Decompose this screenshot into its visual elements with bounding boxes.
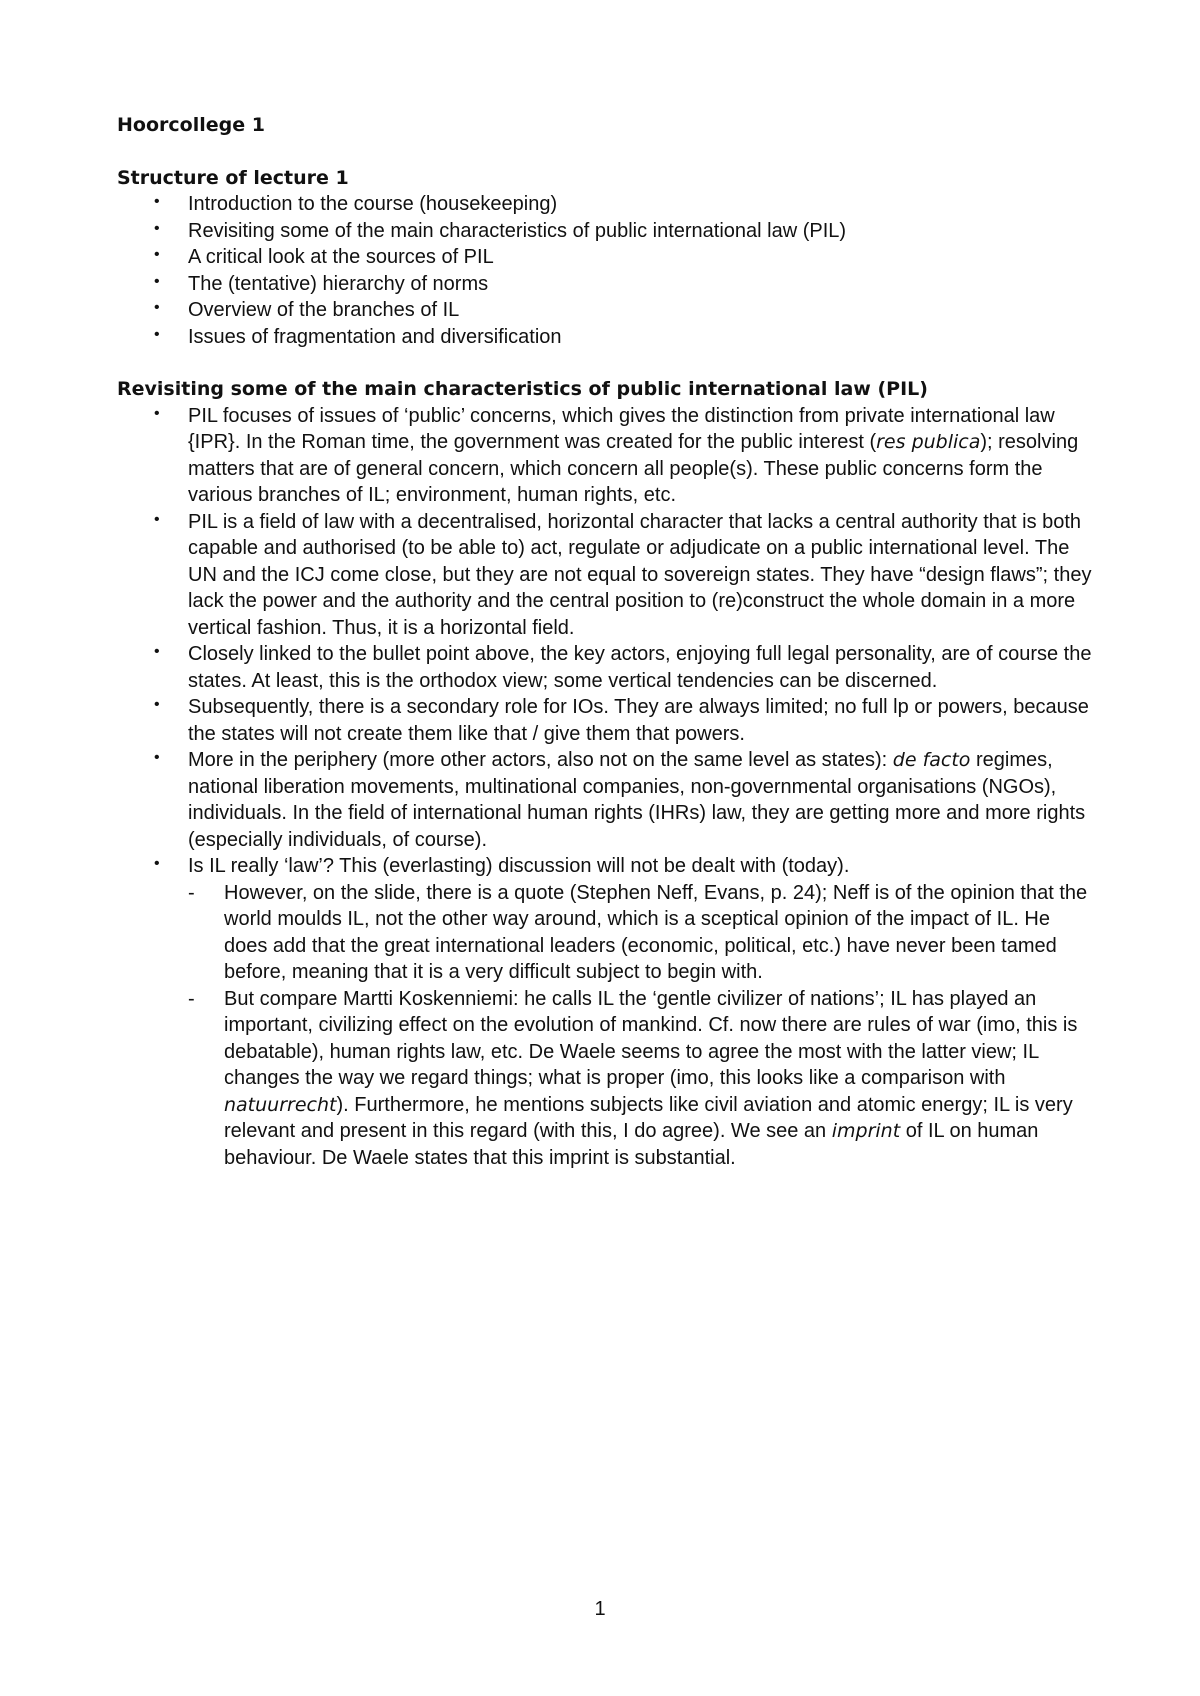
italic-term: de facto (892, 749, 971, 771)
list-item: • PIL is a field of law with a decentralised, horizontal character that lacks a central authority that is both capable and authorised (to be able to) act, regulate or adjudicate on a public international level. The UN and the ICJ come close, but they are not equal to sovereign states. They have “design flaws”; they lack the power and the authority and the central position to (re)construct the whole domain in a more vertical fashion. Thus, it is a horizontal field. (117, 509, 1097, 642)
text-run: Is IL really ‘law’? This (everlasting) discussion will not be dealt with (today). (188, 855, 850, 877)
structure-list (117, 191, 1097, 350)
text-run: More in the periphery (more other actors, also not on the same level as states): (188, 749, 893, 771)
text-run: ). Furthermore, he mentions subjects like civil aviation and atomic energy; IL is very relevant and present in this regard (with this, I do agree). We see an (224, 1093, 1073, 1142)
text-run: regimes, national liberation movements, multinational companies, non-governmental organisations (NGOs), individuals. In the field of international human rights (IHRs) law, they are getting more and more rights (especially individuals, of course). (188, 749, 1086, 851)
list-item: • Revisiting some of the main characteristics of public international law (PIL) (117, 218, 1097, 245)
list-item: • Overview of the branches of IL (117, 297, 1097, 324)
sub-list (188, 880, 1097, 1172)
italic-term: res publica (876, 431, 981, 453)
list-item: • A critical look at the sources of PIL (117, 244, 1097, 271)
italic-term: natuurrecht (224, 1093, 337, 1116)
characteristics-heading: Revisiting some of the main characteristics of public international law (PIL) (117, 378, 928, 400)
text-run: But compare Martti Koskenniemi: he calls IL the ‘gentle civilizer of nations’; IL has played an important, civilizing effect on the evolution of mankind. Cf. now there are rules of war (imo, this is debatable), human rights law, etc. De Waele seems to agree the most with the latter view; IL changes the way we regard things; what is proper (imo, this looks like a comparison with (224, 987, 1078, 1089)
list-item (117, 747, 1097, 853)
sub-list-item: - However, on the slide, there is a quote (Stephen Neff, Evans, p. 24); Neff is of the opinion that the world moulds IL, not the other way around, which is a sceptical opinion of the impact of IL. He does add that the great international leaders (economic, political, etc.) have never been tamed before, meaning that it is a very difficult subject to begin with. (188, 880, 1097, 986)
list-item: • Subsequently, there is a secondary role for IOs. They are always limited; no full lp or powers, because the states will not create them like that / give them that powers. (117, 694, 1097, 747)
list-item (117, 403, 1097, 509)
sub-list-item (188, 986, 1097, 1172)
page-number: 1 (594, 1598, 606, 1620)
italic-term: imprint (831, 1120, 901, 1142)
text-run: PIL focuses of issues of ‘public’ concerns, which gives the distinction from private international law {IPR}. In the Roman time, the government was created for the public interest ( (188, 404, 1055, 453)
structure-heading: Structure of lecture 1 (117, 166, 349, 189)
list-item: • Closely linked to the bullet point above, the key actors, enjoying full legal personality, are of course the states. At least, this is the orthodox view; some vertical tendencies can be discerned. (117, 641, 1097, 694)
text-run: of IL on human behaviour. De Waele states that this imprint is substantial. (224, 1120, 1039, 1169)
list-item: • The (tentative) hierarchy of norms (117, 271, 1097, 298)
list-item (117, 853, 1097, 1171)
list-item: • Introduction to the course (housekeeping) (117, 191, 1097, 218)
document-title: Hoorcollege 1 (117, 114, 265, 136)
section-spacer (117, 350, 1097, 376)
characteristics-list (117, 403, 1097, 1172)
document-body (117, 112, 1097, 1171)
text-run: ); resolving matters that are of general concern, which concern all people(s). These public concerns form the various branches of IL; environment, human rights, etc. (188, 431, 1079, 506)
list-item: • Issues of fragmentation and diversification (117, 324, 1097, 351)
